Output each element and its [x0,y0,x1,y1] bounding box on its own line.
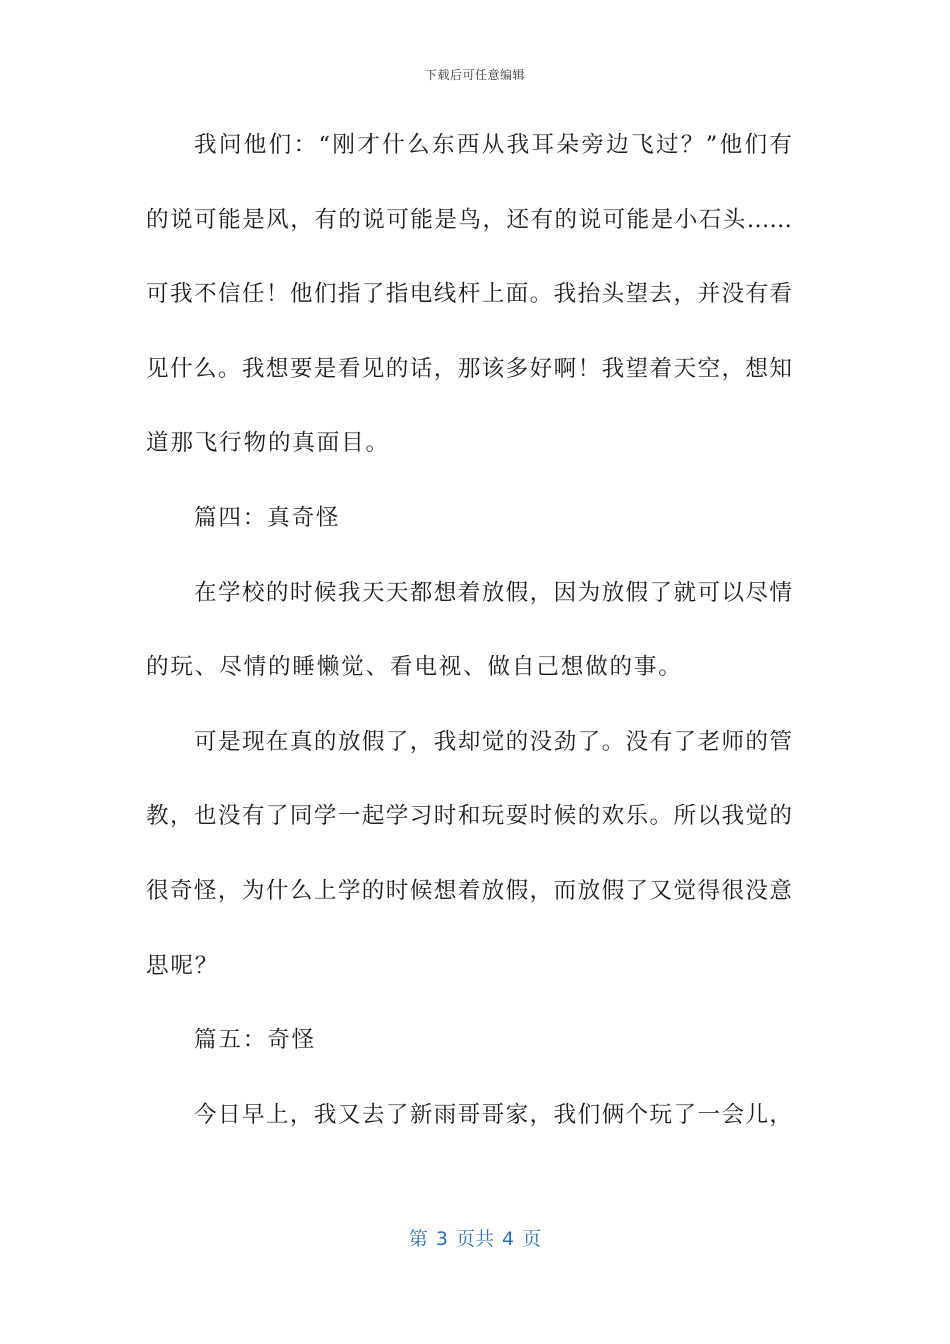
document-body [146,118,792,1162]
paragraph-line: 可我不信任！他们指了指电线杆上面。我抬头望去，并没有看 [146,281,792,308]
page-header: 下载后可任意编辑 [424,68,525,82]
paragraph-line: 我问他们：“刚才什么东西从我耳朵旁边飞过？”他们有 [194,132,792,158]
paragraph-line: 见什么。我想要是看见的话，那该多好啊！我望着天空，想知 [146,355,792,382]
footer-suffix: 页 [522,1228,542,1250]
section-heading: 篇五：奇怪 [194,1027,316,1054]
footer-prefix: 第 [408,1228,428,1250]
paragraph-line: 的说可能是风，有的说可能是鸟，还有的说可能是小石头…… [146,206,792,233]
footer-middle: 页共 [455,1228,494,1250]
paragraph-line: 的玩、尽情的睡懒觉、看电视、做自己想做的事。 [146,654,683,681]
paragraph-line: 在学校的时候我天天都想着放假，因为放假了就可以尽情 [194,579,792,606]
paragraph-line: 思呢？ [146,952,220,979]
paragraph-line: 今日早上，我又去了新雨哥哥家，我们俩个玩了一会儿， [194,1101,792,1128]
page-footer [0,1224,950,1251]
paragraph-line: 教，也没有了同学一起学习时和玩耍时候的欢乐。所以我觉的 [146,803,792,830]
current-page-number: 3 [435,1228,448,1250]
paragraph-line: 道那飞行物的真面目。 [146,430,390,457]
total-page-count: 4 [502,1228,515,1250]
paragraph-line: 可是现在真的放假了，我却觉的没劲了。没有了老师的管 [194,728,792,755]
section-heading: 篇四：真奇怪 [194,504,341,531]
paragraph-line: 很奇怪，为什么上学的时候想着放假，而放假了又觉得很没意 [146,877,792,904]
